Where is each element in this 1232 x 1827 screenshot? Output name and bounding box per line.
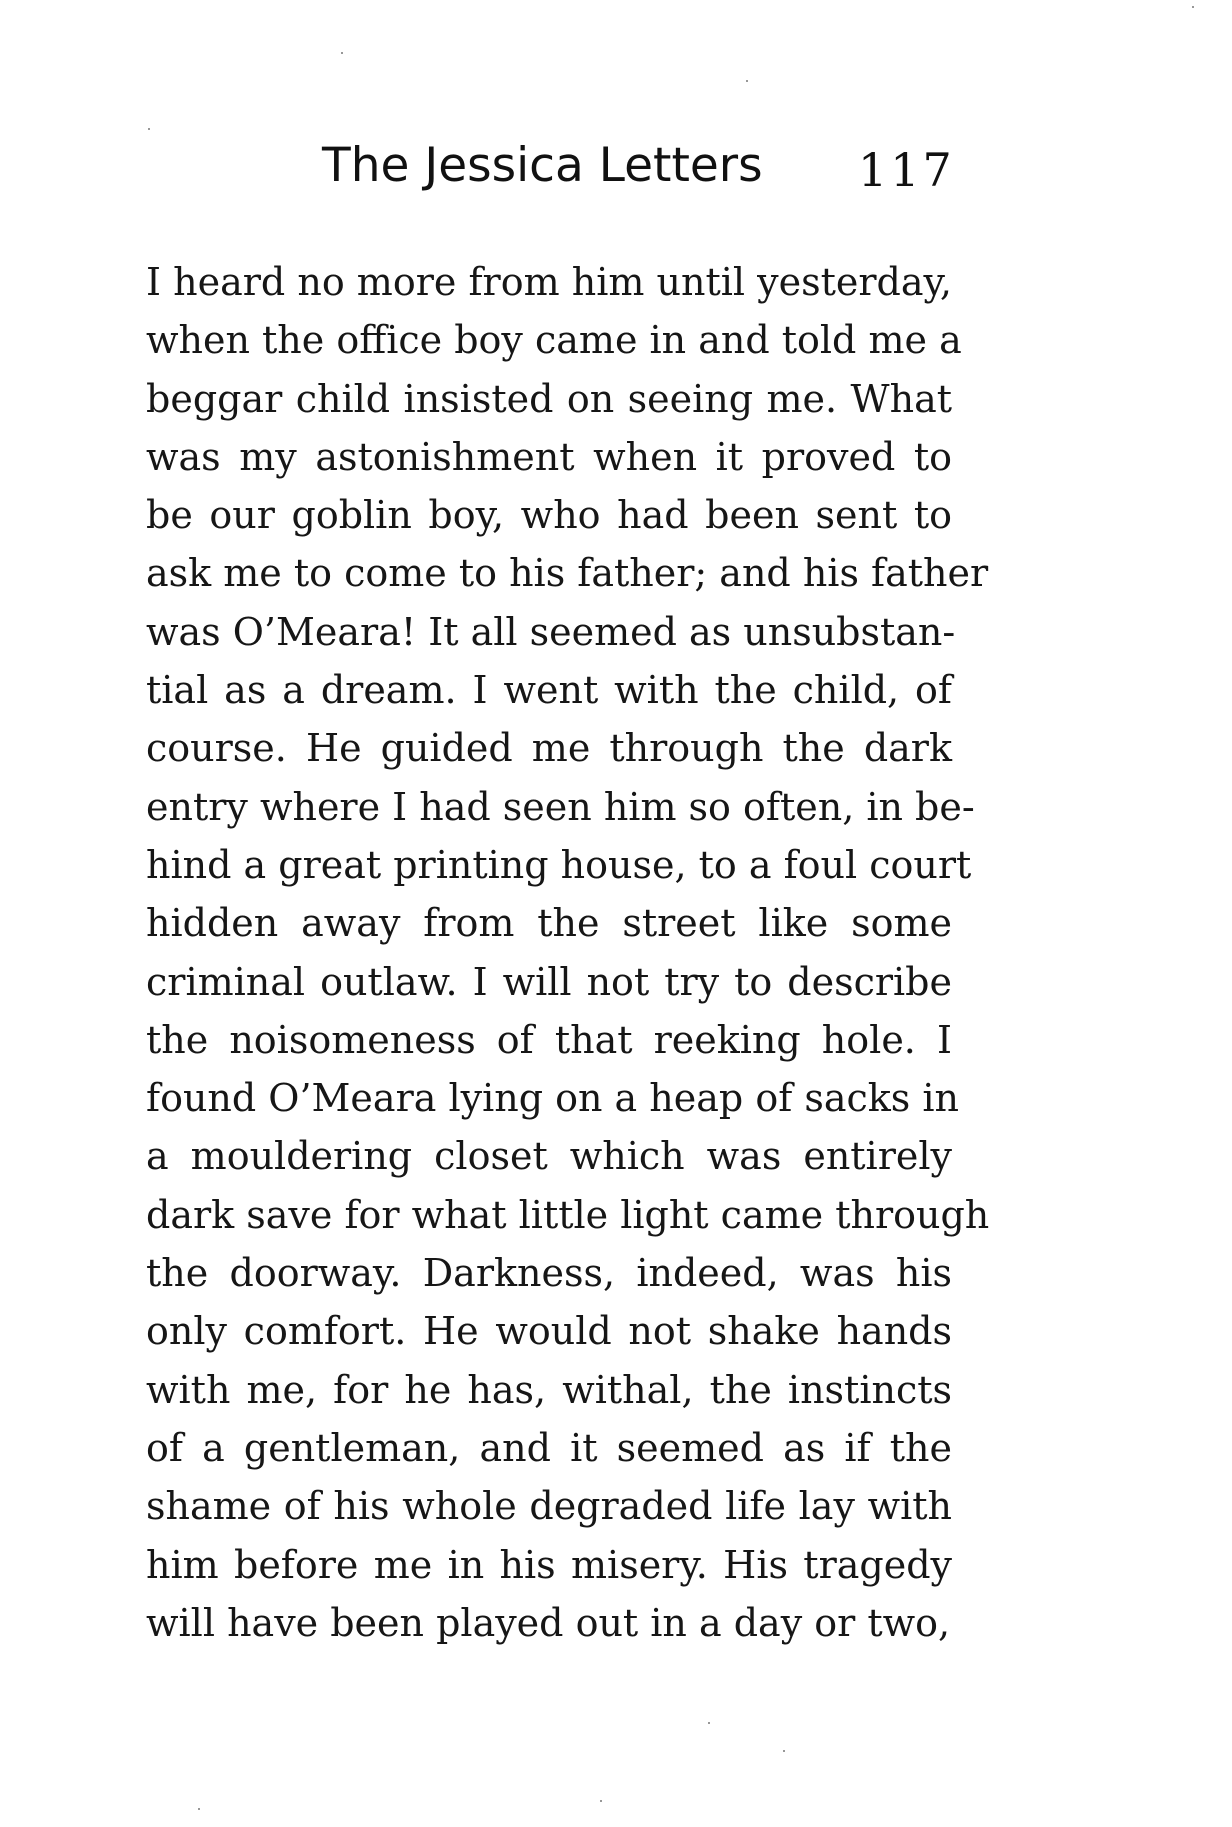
text-line: will have been played out in a day or two, (146, 1600, 951, 1645)
text-line: found O’Meara lying on a heap of sacks in (146, 1076, 960, 1121)
text-line: was my astonishment when it proved to (146, 434, 952, 479)
text-line: hidden away from the street like some (146, 901, 952, 946)
page-number: 117 (858, 143, 955, 197)
text-line: tial as a dream. I went with the child, of (146, 668, 952, 713)
scan-speck (1192, 6, 1194, 8)
text-line: only comfort. He would not shake hands (146, 1309, 952, 1354)
scan-speck (341, 52, 343, 54)
text-line: the doorway. Darkness, indeed, was his (146, 1251, 952, 1296)
running-head (0, 138, 1232, 208)
text-line: when the office boy came in and told me a (146, 318, 962, 363)
text-line: the noisomeness of that reeking hole. I (146, 1017, 952, 1062)
text-line: ask me to come to his father; and his father (146, 551, 989, 596)
text-line: be our goblin boy, who had been sent to (146, 493, 952, 538)
scan-speck (198, 1808, 200, 1810)
body-text (146, 253, 990, 1652)
text-line: of a gentleman, and it seemed as if the (146, 1425, 952, 1470)
text-line: course. He guided me through the dark (146, 726, 952, 771)
text-line: dark save for what little light came through (146, 1192, 990, 1237)
text-line: I heard no more from him until yesterday, (146, 260, 952, 304)
text-line: was O’Meara! It all seemed as unsubstan- (146, 609, 956, 654)
text-line: criminal outlaw. I will not try to describe (146, 959, 952, 1004)
scan-speck (783, 1750, 785, 1752)
scan-speck (600, 1800, 602, 1802)
text-line: him before me in his misery. His tragedy (146, 1542, 952, 1587)
text-line: with me, for he has, withal, the instincts (146, 1367, 952, 1412)
scan-speck (148, 128, 150, 130)
scan-speck (708, 1722, 710, 1724)
text-line: beggar child insisted on seeing me. What (146, 376, 952, 421)
scan-speck (746, 80, 748, 82)
text-line: a mouldering closet which was entirely (146, 1134, 952, 1179)
running-head-title: The Jessica Letters (322, 138, 763, 193)
text-line: shame of his whole degraded life lay with (146, 1484, 952, 1529)
text-line: entry where I had seen him so often, in be- (146, 784, 975, 829)
text-line: hind a great printing house, to a foul court (146, 842, 972, 887)
